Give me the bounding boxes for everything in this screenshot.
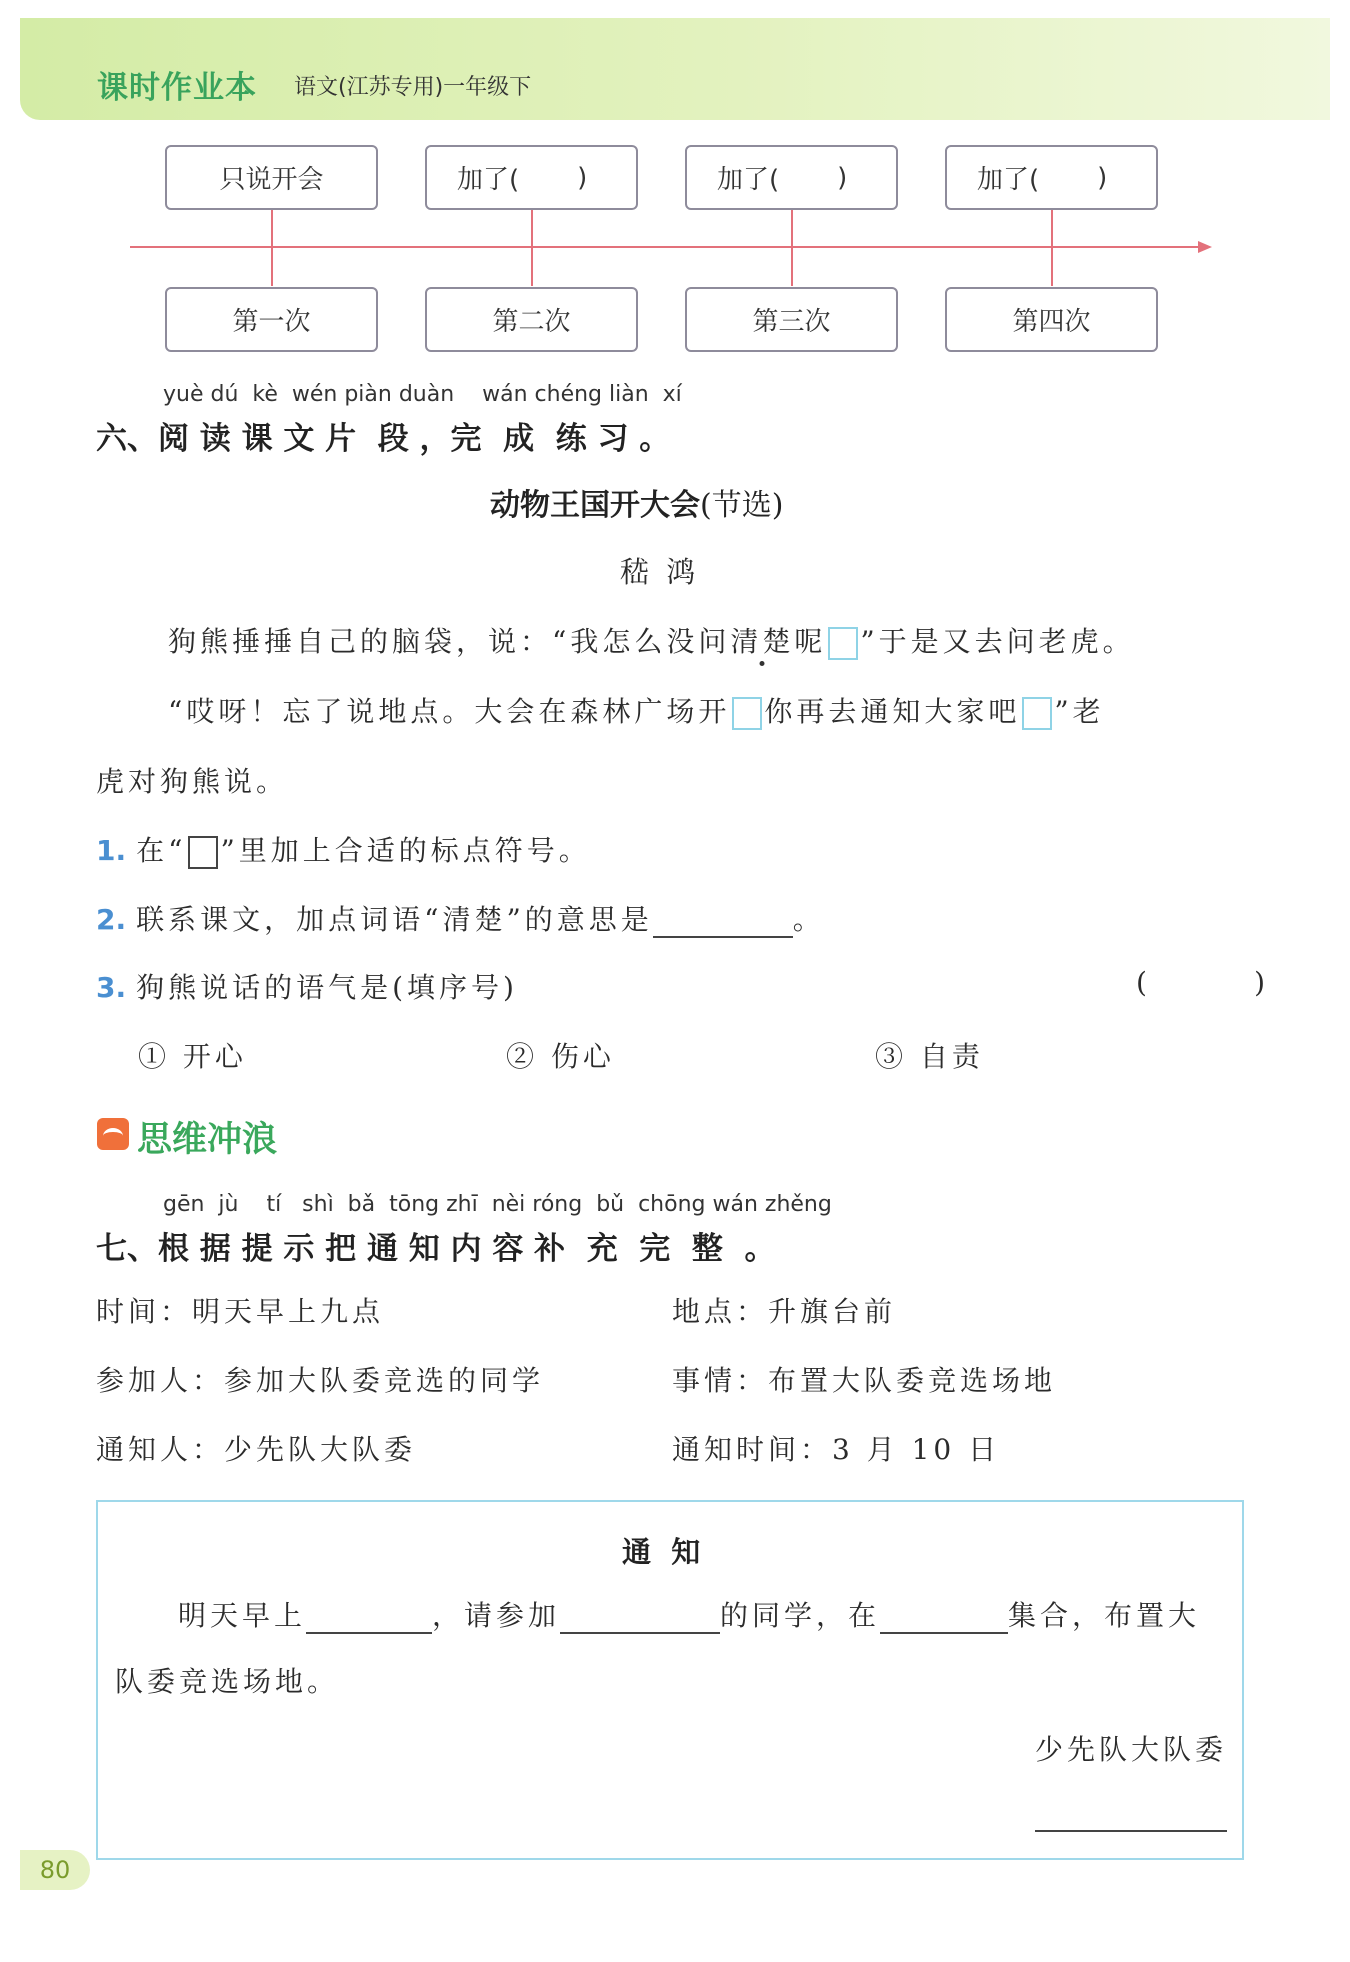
emphasized-word: 清楚 (730, 625, 795, 658)
box-text: 第二次 (492, 307, 571, 337)
text: 。 (792, 903, 825, 936)
box-symbol (188, 836, 218, 869)
notice-line-2: 队委竞选场地。 (115, 1665, 340, 1698)
passage-title (490, 480, 783, 524)
section7-pinyin: gēn jù tí shì bǎ tōng zhī nèi róng bǔ chōng wán zhěng (163, 1192, 832, 1217)
text: ”于是又去问老虎。 (860, 625, 1135, 658)
timeline-bottom-box-4 (945, 287, 1158, 352)
timeline-top-box-1 (165, 145, 378, 210)
box-text: 第三次 (752, 307, 831, 337)
notice-title: 通 知 (622, 1535, 701, 1569)
connector-line (1051, 210, 1053, 286)
timeline-bottom-box-2 (425, 287, 638, 352)
timeline-bottom-box-1 (165, 287, 378, 352)
text: 你再去通知大家吧 (764, 695, 1021, 728)
text: ”老 (1054, 695, 1105, 728)
page-number: 80 (20, 1850, 90, 1890)
timeline-top-box-2[interactable] (425, 145, 638, 210)
text: 集合，布置大 (1008, 1599, 1201, 1632)
notice-line-1 (178, 1594, 1200, 1634)
timeline-bottom-box-3 (685, 287, 898, 352)
option-1[interactable]: ① 开心 (138, 1040, 247, 1073)
option-2[interactable]: ② 伤心 (506, 1040, 615, 1073)
paren-close: ) (577, 162, 588, 193)
punctuation-blank-1[interactable] (828, 627, 858, 660)
paren-close: ) (1097, 162, 1108, 193)
timeline-top-box-4[interactable] (945, 145, 1158, 210)
question-number: 3. (96, 971, 127, 1004)
hint-notice-time: 通知时间：3 月 10 日 (672, 1433, 1001, 1466)
text: 呢 (794, 625, 827, 658)
question-3 (96, 966, 518, 1006)
question-2 (96, 898, 825, 938)
box-text: 第四次 (1012, 307, 1091, 337)
passage-author: 嵇 鸿 (620, 555, 700, 589)
box-text: 第一次 (232, 307, 311, 337)
answer-paren[interactable]: ( ) (1136, 966, 1270, 999)
hint-place: 地点：升旗台前 (672, 1295, 897, 1328)
box-text: 只说开会 (219, 165, 324, 195)
question-1 (96, 829, 591, 869)
paren-close: ) (837, 162, 848, 193)
passage-line-1 (168, 620, 1135, 660)
text: 狗熊说话的语气是(填序号) (136, 971, 518, 1004)
question-number: 2. (96, 903, 127, 936)
punctuation-blank-2[interactable] (732, 697, 762, 730)
hint-notifier: 通知人：少先队大队委 (96, 1433, 417, 1466)
book-subject: 语文(江苏专用)一年级下 (294, 75, 532, 100)
text: 明天早上 (178, 1599, 307, 1632)
question-number: 1. (96, 834, 127, 867)
passage-title-text: 动物王国开大会 (490, 488, 700, 523)
section6-heading: 六、阅 读 课 文 片 段 ，完 成 练 习 。 (96, 421, 671, 457)
place-blank[interactable] (880, 1600, 1008, 1634)
punctuation-blank-3[interactable] (1022, 697, 1052, 730)
timeline-arrow-icon (1198, 241, 1212, 253)
connector-line (791, 210, 793, 286)
wave-icon (97, 1118, 129, 1150)
text: ，请参加 (432, 1599, 561, 1632)
text: 联系课文，加点词语“清楚”的意思是 (136, 903, 653, 936)
box-text: 加了( (717, 165, 780, 195)
text: ”里加上合适的标点符号。 (220, 834, 591, 867)
hint-participants: 参加人：参加大队委竞选的同学 (96, 1364, 545, 1397)
section7-heading: 七、根 据 提 示 把 通 知 内 容 补 充 完 整 。 (96, 1231, 776, 1267)
text: “哎呀！忘了说地点。大会在森林广场开 (168, 695, 731, 728)
connector-line (271, 210, 273, 286)
connector-line (531, 210, 533, 286)
timeline-axis (130, 246, 1200, 248)
time-blank[interactable] (306, 1600, 432, 1634)
section6-pinyin: yuè dú kè wén piàn duàn wán chéng liàn xí (163, 382, 682, 407)
passage-line-3: 虎对狗熊说。 (96, 765, 289, 798)
timeline-top-box-3[interactable] (685, 145, 898, 210)
box-text: 加了( (457, 165, 520, 195)
text: 狗熊捶捶自己的脑袋，说：“我怎么没问 (168, 625, 731, 658)
passage-title-note: (节选) (700, 488, 784, 523)
text: 在“ (136, 834, 187, 867)
date-blank[interactable] (1035, 1800, 1227, 1832)
text: 的同学，在 (720, 1599, 881, 1632)
hint-time: 时间：明天早上九点 (96, 1295, 385, 1328)
passage-line-2 (168, 690, 1105, 730)
participants-blank[interactable] (560, 1600, 720, 1634)
box-text: 加了( (977, 165, 1040, 195)
book-brand: 课时作业本 (97, 70, 257, 106)
hint-matter: 事情：布置大队委竞选场地 (672, 1364, 1057, 1397)
option-3[interactable]: ③ 自责 (875, 1040, 984, 1073)
notice-signature: 少先队大队委 (1035, 1733, 1228, 1766)
section-label: 思维冲浪 (137, 1120, 278, 1160)
answer-blank[interactable] (653, 906, 793, 938)
